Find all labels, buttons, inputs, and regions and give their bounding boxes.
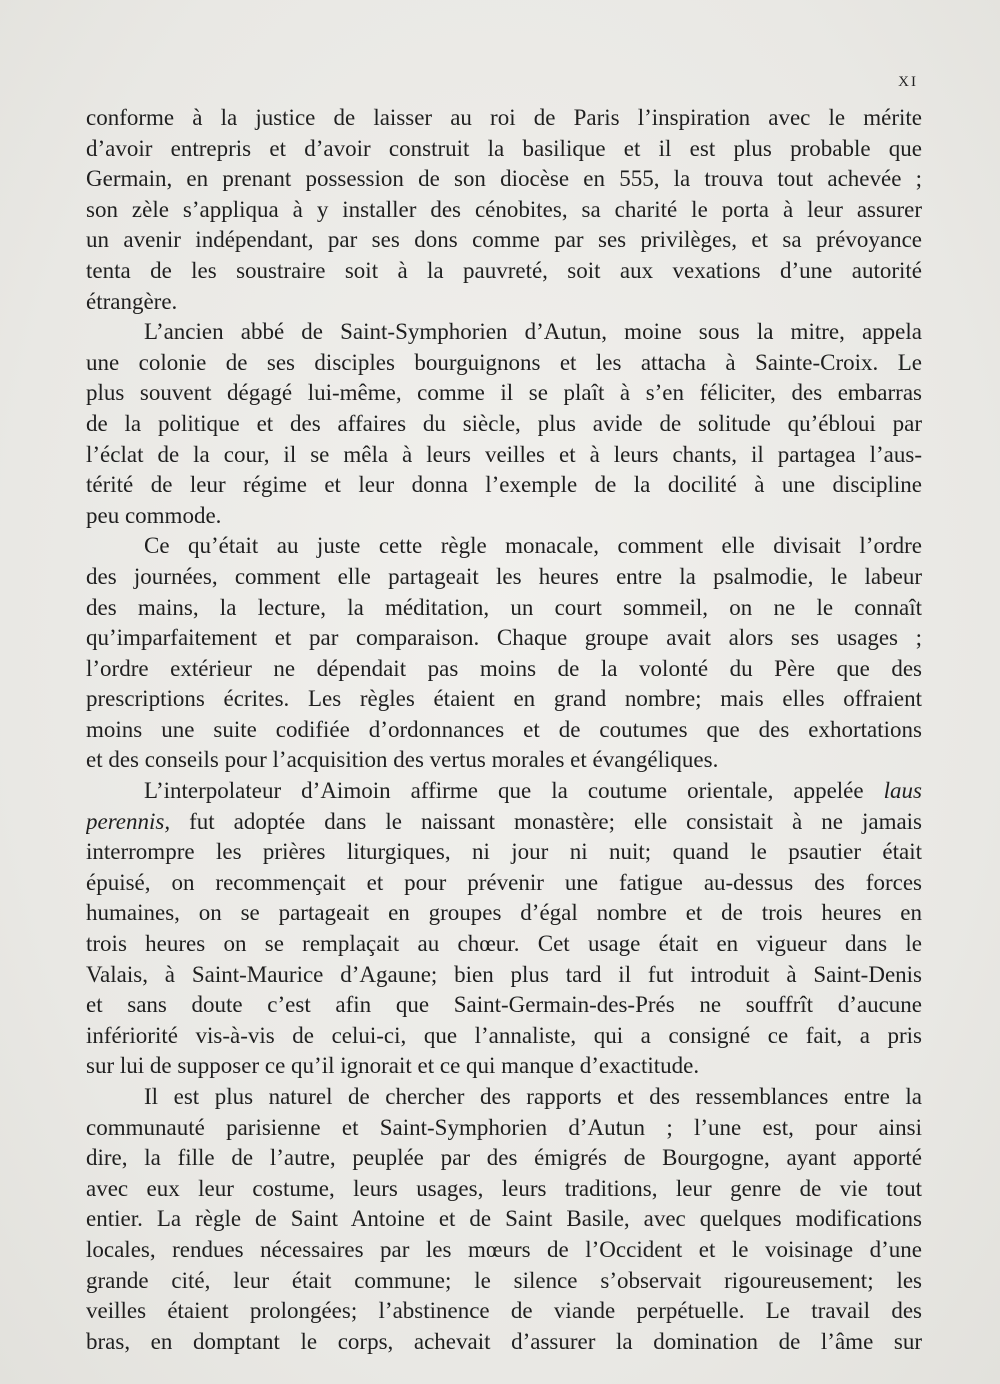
text-line: trois heures on se remplaçait au chœur. Cet usage était en vigueur dans le bbox=[86, 931, 922, 957]
text-line: plus souvent dégagé lui-même, comme il se plaît à s’en féliciter, des embarras bbox=[86, 380, 922, 406]
text-line: un avenir indépendant, par ses dons comme par ses privilèges, et sa prévoyance bbox=[86, 227, 922, 253]
text-fragment: L’interpolateur d’Aimoin affirme que la coutume orientale, appelée bbox=[144, 778, 864, 804]
text-line: épuisé, on recommençait et pour prévenir une fatigue au-dessus des forces bbox=[86, 869, 922, 895]
text-line: térité de leur régime et leur donna l’exemple de la docilité à une discipline bbox=[86, 472, 922, 498]
text-line: grande cité, leur était commune; le silence s’observait rigoureusement; les bbox=[86, 1267, 922, 1293]
text-line: avec eux leur costume, leurs usages, leurs traditions, leur genre de vie tout bbox=[86, 1175, 922, 1201]
text-line: humaines, on se partageait en groupes d’égal nombre et de trois heures en bbox=[86, 900, 922, 926]
text-line: étrangère. bbox=[86, 288, 178, 314]
text-line: prescriptions écrites. Les règles étaient en grand nombre; mais elles offraient bbox=[86, 686, 922, 712]
text-line: bras, en domptant le corps, achevait d’assurer la domination de l’âme sur bbox=[86, 1328, 922, 1354]
text-line: entier. La règle de Saint Antoine et de Saint Basile, avec quelques modifications bbox=[86, 1206, 922, 1232]
text-line: des journées, comment elle partageait les heures entre la psalmodie, le labeur bbox=[86, 563, 922, 589]
text-line: Ce qu’était au juste cette règle monacale, comment elle divisait l’ordre bbox=[144, 533, 922, 559]
page-number: XI bbox=[898, 74, 918, 90]
text-line: qu’imparfaitement et par comparaison. Chaque groupe avait alors ses usages ; bbox=[86, 625, 922, 651]
text-line: tenta de les soustraire soit à la pauvreté, soit aux vexations d’une autorité bbox=[86, 257, 922, 283]
text-line: moins une suite codifiée d’ordonnances et de coutumes que des exhortations bbox=[86, 716, 922, 742]
text-line: l’éclat de la cour, il se mêla à leurs veilles et à leurs chants, il partagea l’aus- bbox=[86, 441, 922, 467]
text-line: Il est plus naturel de chercher des rapports et des ressemblances entre la bbox=[144, 1084, 922, 1109]
text-line: peu commode. bbox=[86, 502, 222, 528]
text-line: sur lui de supposer ce qu’il ignorait et ce qui manque d’exactitude. bbox=[86, 1053, 700, 1079]
text-line: communauté parisienne et Saint-Symphorien d’Autun ; l’une est, pour ainsi bbox=[86, 1114, 922, 1140]
text-line: Valais, à Saint-Maurice d’Agaune; bien plus tard il fut introduit à Saint-Denis bbox=[86, 961, 922, 987]
text-line: infériorité vis-à-vis de celui-ci, que l’annaliste, qui a consigné ce fait, a pris bbox=[86, 1022, 922, 1048]
text-line: des mains, la lecture, la méditation, un court sommeil, on ne le connaît bbox=[86, 594, 922, 620]
text-line: l’ordre extérieur ne dépendait pas moins de la volonté du Père que des bbox=[86, 655, 922, 681]
text-line bbox=[86, 807, 922, 838]
text-line: d’avoir entrepris et d’avoir construit la basilique et il est plus probable que bbox=[86, 135, 922, 161]
text-line bbox=[86, 776, 922, 807]
text-line: interrompre les prières liturgiques, ni jour ni nuit; quand le psautier était bbox=[86, 839, 922, 865]
italic-term: laus bbox=[883, 778, 922, 804]
text-line: conforme à la justice de laisser au roi de Paris l’inspiration avec le mérite bbox=[86, 105, 922, 130]
text-line: son zèle s’appliqua à y installer des cénobites, sa charité le porta à leur assurer bbox=[86, 196, 922, 222]
text-line: L’ancien abbé de Saint-Symphorien d’Autun, moine sous la mitre, appela bbox=[144, 319, 922, 345]
text-line: de la politique et des affaires du siècle, plus avide de solitude qu’ébloui par bbox=[86, 410, 922, 436]
text-line: locales, rendues nécessaires par les mœurs de l’Occident et le voisinage d’une bbox=[86, 1236, 922, 1262]
body-text bbox=[86, 103, 922, 1357]
italic-term: perennis, bbox=[86, 808, 171, 834]
text-line: et des conseils pour l’acquisition des vertus morales et évangéliques. bbox=[86, 747, 719, 773]
text-line: et sans doute c’est afin que Saint-Germain-des-Prés ne souffrît d’aucune bbox=[86, 992, 922, 1018]
text-line: Germain, en prenant possession de son diocèse en 555, la trouva tout achevée ; bbox=[86, 166, 922, 192]
text-line: veilles étaient prolongées; l’abstinence de viande perpétuelle. Le travail des bbox=[86, 1298, 922, 1324]
text-fragment: fut adoptée dans le naissant monastère; elle consistait à ne jamais bbox=[189, 808, 922, 834]
text-line: dire, la fille de l’autre, peuplée par des émigrés de Bourgogne, ayant apporté bbox=[86, 1145, 922, 1171]
text-line: une colonie de ses disciples bourguignons et les attacha à Sainte-Croix. Le bbox=[86, 349, 922, 375]
